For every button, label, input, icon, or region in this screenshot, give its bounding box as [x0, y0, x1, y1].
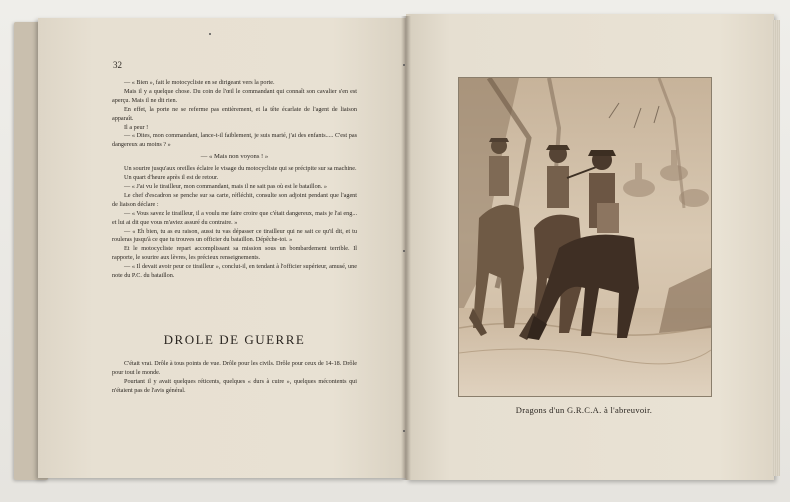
paragraph: Le chef d'escadron se penche sur sa carte, réfléchit, consulte son adjoint pendant que l'agent de liaison déclare :	[112, 191, 357, 208]
binding-dot	[403, 250, 405, 252]
illustration-plate	[458, 77, 712, 397]
section-title: DROLE DE GUERRE	[163, 332, 306, 347]
paragraph: Un quart d'heure après il est de retour.	[124, 174, 219, 182]
binding-dot	[209, 33, 211, 35]
section-body-text	[112, 360, 357, 396]
dragoons-illustration	[459, 78, 711, 396]
paragraph: — « Bien », fait le motocycliste en se dirigeant vers la porte.	[124, 79, 275, 86]
paragraph: Mais il y a quelque chose. Du coin de l'œil le commandant qui connaît son cavalier s'en est aperçu. Mais il ne dit rien.	[112, 87, 357, 104]
paragraph: En effet, la porte ne se referme pas entièrement, et la tête écarlate de l'agent de liaison apparaît.	[112, 105, 357, 122]
paragraph: Il a peur !	[124, 123, 149, 131]
paragraph: — « Il devait avoir peur ce tirailleur », conclut-il, en tendant à l'officier supérieur, amusé, une note du P.C. du bataillon.	[112, 263, 357, 280]
binding-dot	[403, 430, 405, 432]
paragraph: Pourtant il y avait quelques réticents, quelques « durs à cuire », quelques mécontents qui n'étaient pas de l'avis général.	[112, 377, 357, 394]
paragraph: Et le motocycliste repart accomplissant sa mission sous un bombardement terrible. Il rapporte, le sourire aux lèvres, les précieux renseignements.	[112, 245, 357, 262]
illustration-caption: Dragons d'un G.R.C.A. à l'abreuvoir.	[515, 405, 653, 415]
page-number: 32	[113, 60, 122, 70]
paragraph: — « J'ai vu le tirailleur, mon commandant, mais il ne sait pas où est le bataillon. »	[124, 182, 327, 190]
paragraph: C'était vrai. Drôle à tous points de vue. Drôle pour les civils. Drôle pour ceux de 14-18. Drôle pour tout le monde.	[112, 360, 357, 376]
paragraph: — « Eh bien, tu as eu raison, aussi tu vas dépasser ce tirailleur qui ne sait ce qu'il dit, et tu rouleras jusqu'à ce que tu trouves un officier du bataillon. Dépêche-toi. »	[112, 227, 357, 244]
paragraph: Un sourire jusqu'aux oreilles éclaire le visage du motocycliste qui se précipite sur sa machine.	[124, 165, 357, 173]
paragraph: — « Vous savez le tirailleur, il a voulu me faire croire que c'était dangereux, mais je l'ai eng... et lui ai dit que vous m'aviez assuré du contraire. »	[112, 209, 357, 226]
paragraph: — « Dites, mon commandant, lance-t-il faiblement, je suis marié, j'ai des enfants..... C'est pas dangereux au moins ? »	[112, 132, 357, 149]
page-stack-edge	[772, 20, 780, 476]
body-text	[112, 79, 357, 281]
binding-dot	[403, 64, 405, 66]
paragraph: — « Mais non voyons ! »	[200, 153, 269, 161]
book-gutter	[401, 16, 411, 480]
